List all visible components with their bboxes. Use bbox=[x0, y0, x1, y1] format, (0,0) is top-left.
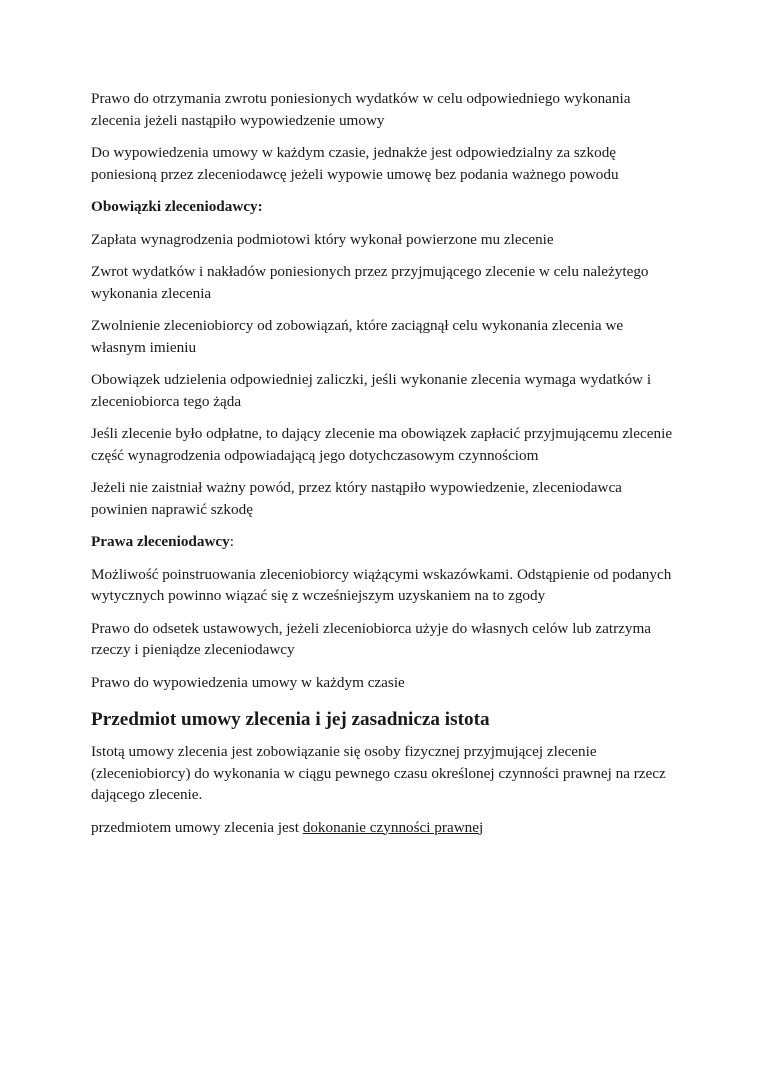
obligation-item: Zwolnienie zleceniobiorcy od zobowiązań, które zaciągnął celu wykonania zlecenia we własnym imieniu bbox=[91, 317, 624, 356]
obligation-item: Zapłata wynagrodzenia podmiotowi który wykonał powierzone mu zlecenie bbox=[91, 230, 554, 248]
heading-rights-colon: : bbox=[229, 533, 234, 550]
section-title: Przedmiot umowy zlecenia i jej zasadnicza istota bbox=[91, 709, 490, 730]
document-content bbox=[91, 88, 681, 849]
obligation-item: Zwrot wydatków i nakładów poniesionych przez przyjmującego zlecenie w celu należytego wykonania zlecenia bbox=[91, 263, 649, 302]
obligation-item: Jeżeli nie zaistniał ważny powód, przez który nastąpiło wypowiedzenie, zleceniodawca powinien naprawić szkodę bbox=[91, 479, 622, 518]
paragraph-termination-right: Do wypowiedzenia umowy w każdym czasie, jednakże jest odpowiedzialny za szkodę poniesioną przez zleceniodawcę jeżeli wypowie umowę bez podania ważnego powodu bbox=[91, 144, 619, 183]
subject-link[interactable]: dokonanie czynności prawnej bbox=[302, 818, 484, 836]
heading-rights-row bbox=[91, 531, 681, 553]
paragraph-refund-right: Prawo do otrzymania zwrotu poniesionych wydatków w celu odpowiedniego wykonania zlecenia jeżeli nastąpiło wypowiedzenie umowy bbox=[91, 90, 631, 129]
heading-obligations: Obowiązki zleceniodawcy: bbox=[91, 198, 263, 215]
subject-paragraph bbox=[91, 817, 681, 839]
obligation-item: Jeśli zlecenie było odpłatne, to dający zlecenie ma obowiązek zapłacić przyjmującemu zlecenie część wynagrodzenia odpowiadającą jego dotychczasowym czynnościom bbox=[91, 425, 673, 464]
section-body: Istotą umowy zlecenia jest zobowiązanie się osoby fizycznej przyjmującej zlecenie (zleceniobiorcy) do wykonania w ciągu pewnego czasu określonej czynności prawnej na rzecz dającego zlecenie. bbox=[91, 743, 666, 803]
rights-item: Prawo do odsetek ustawowych, jeżeli zleceniobiorca użyje do własnych celów lub zatrzyma rzeczy i pieniądze zleceniodawcy bbox=[91, 619, 652, 658]
subject-prefix: przedmiotem umowy zlecenia jest bbox=[91, 818, 303, 836]
heading-rights: Prawa zleceniodawcy bbox=[91, 533, 230, 550]
rights-item: Możliwość poinstruowania zleceniobiorcy wiążącymi wskazówkami. Odstąpienie od podanych wytycznych powinno wiązać się z wcześniejszym uzyskaniem na to zgody bbox=[91, 565, 672, 604]
obligation-item: Obowiązek udzielenia odpowiedniej zaliczki, jeśli wykonanie zlecenia wymaga wydatków i zleceniobiorca tego żąda bbox=[91, 371, 652, 410]
rights-item: Prawo do wypowiedzenia umowy w każdym czasie bbox=[91, 673, 405, 691]
